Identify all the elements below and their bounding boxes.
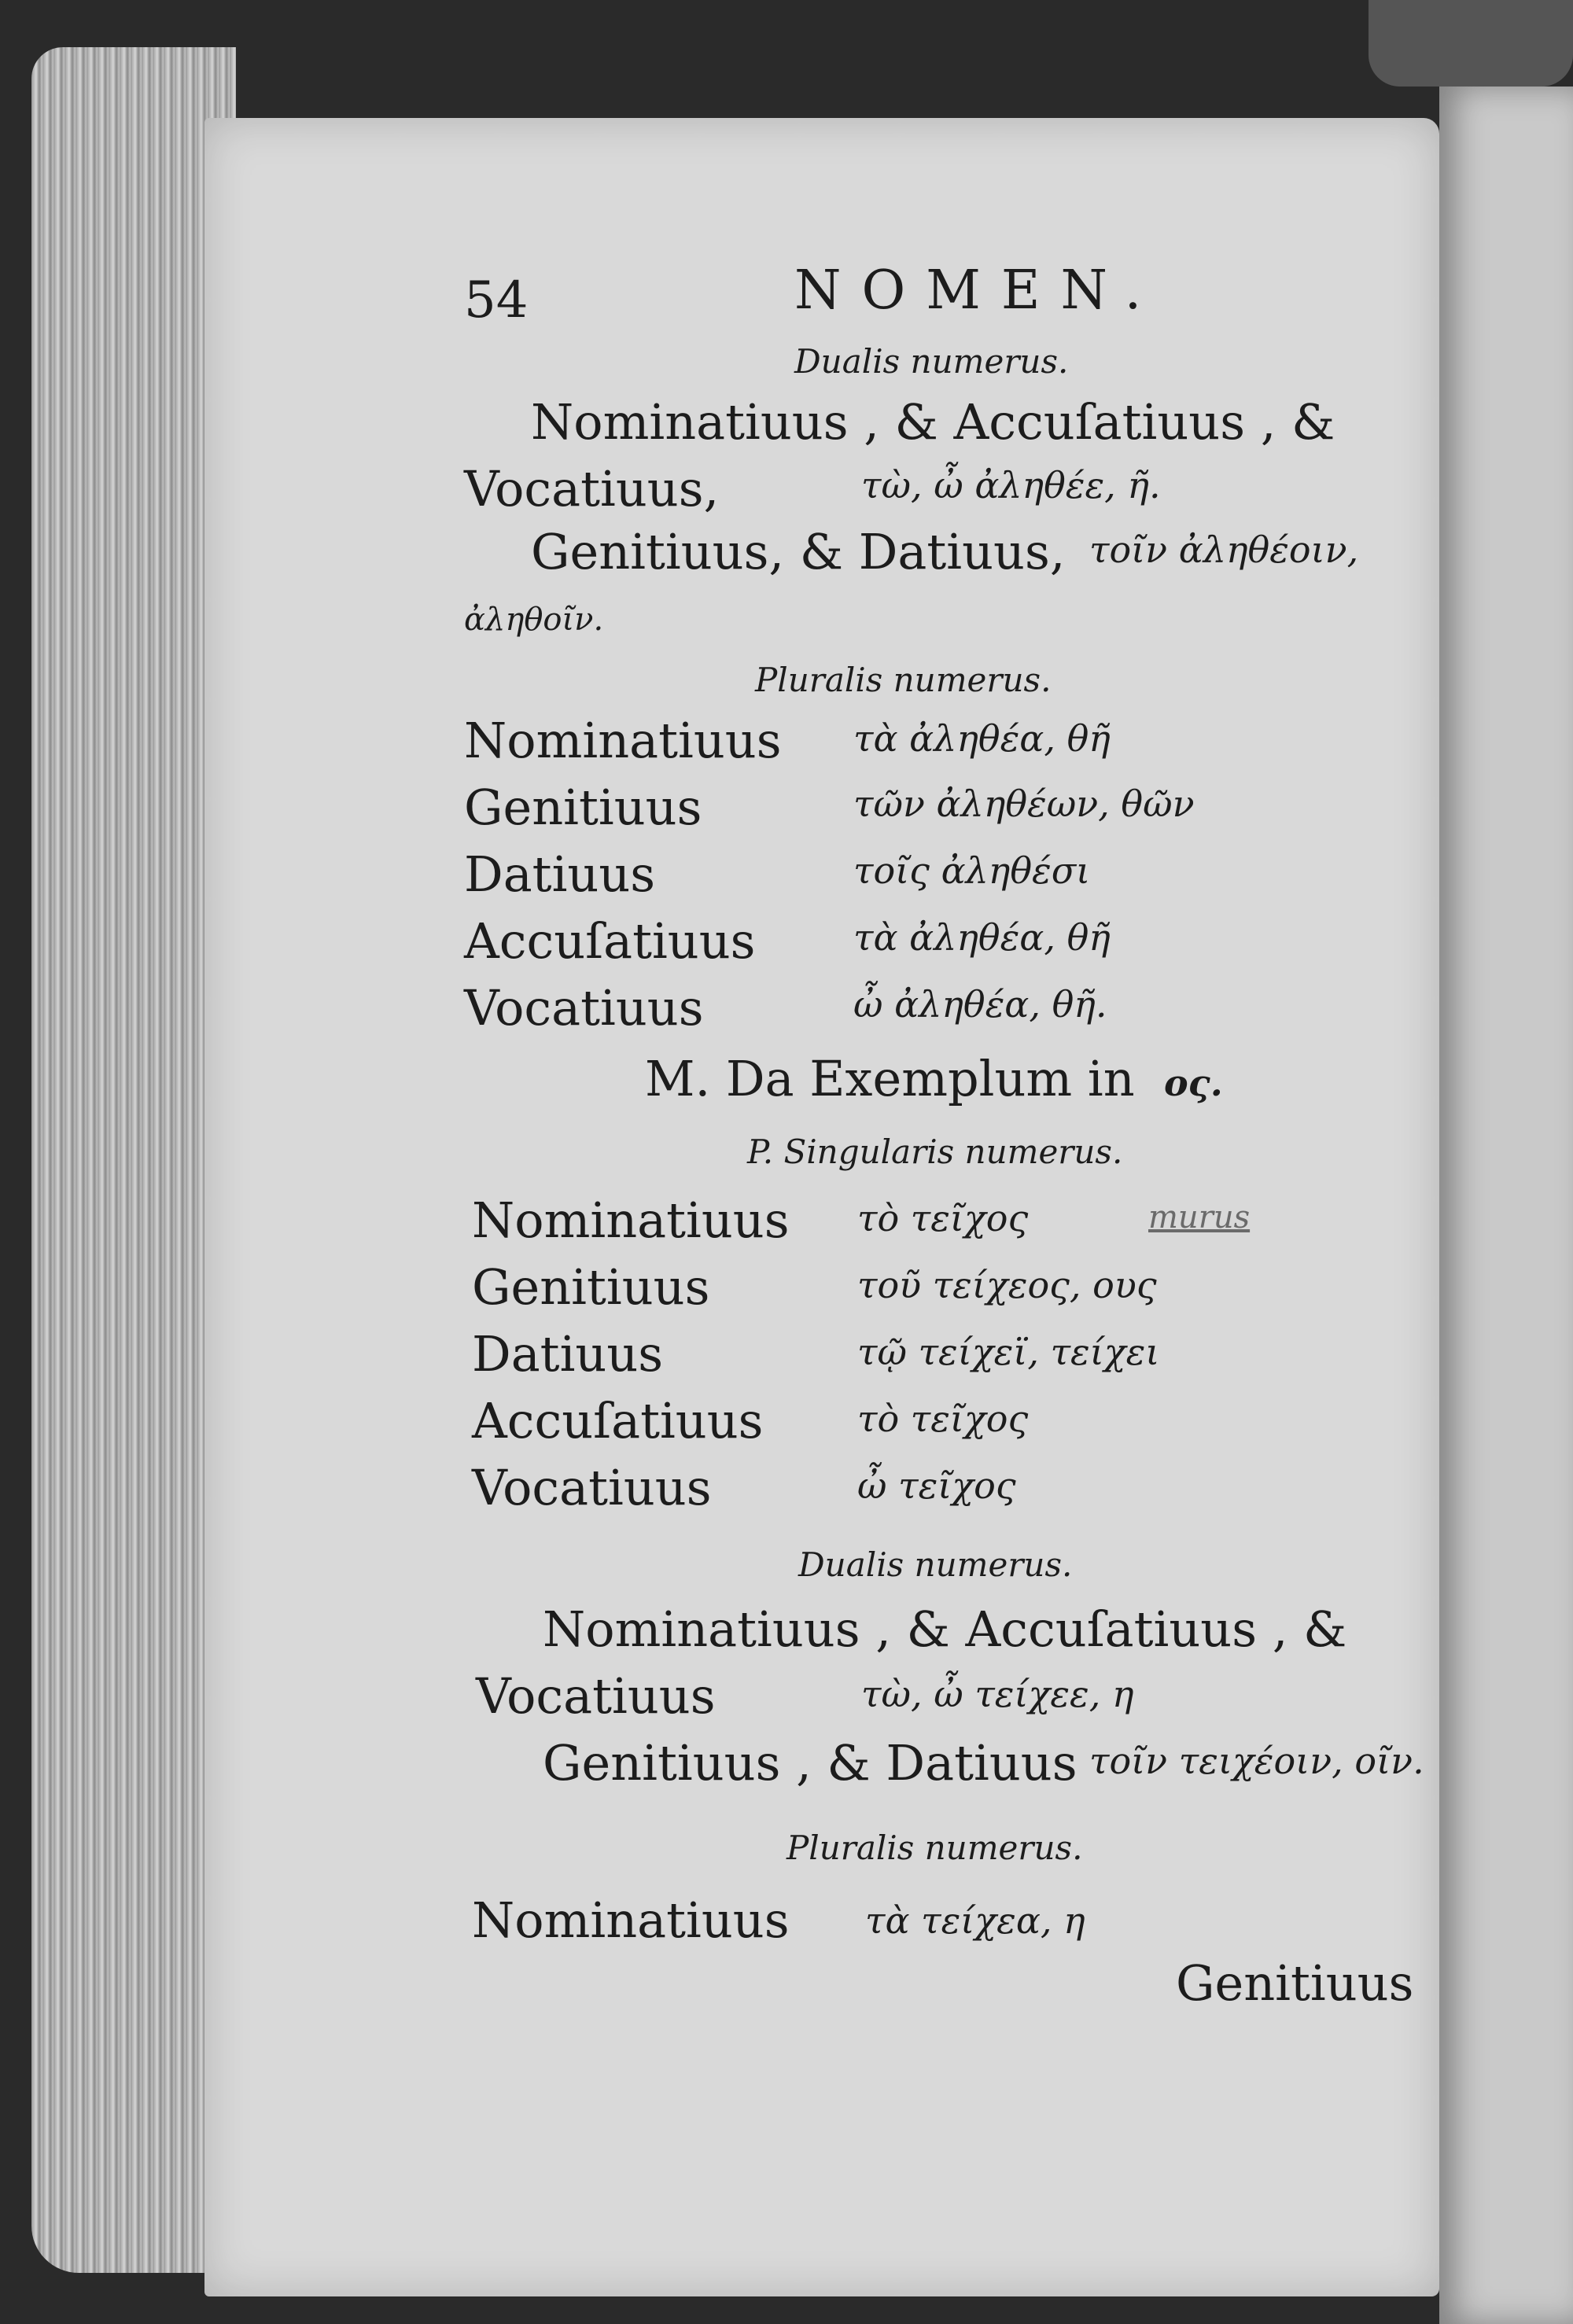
- dual-line-2-latin: Vocatiuus,: [464, 460, 720, 517]
- case-form: τὸ τεῖχος: [857, 1197, 1029, 1239]
- dialogue-question-greek: ος.: [1164, 1062, 1223, 1104]
- case-label: Datiuus: [464, 845, 656, 903]
- section-heading-dual: Dualis numerus.: [794, 342, 1069, 381]
- case-label: Accuſatiuus: [472, 1392, 764, 1449]
- case-form: ὦ τεῖχος: [857, 1464, 1016, 1507]
- section-heading-singular: P. Singularis numerus.: [747, 1133, 1123, 1171]
- dual-line-4-greek: ἀληθοῖν.: [464, 602, 604, 638]
- dual-line-1: Nominatiuus , & Accuſatiuus , &: [543, 1600, 1347, 1658]
- dual-line-2-greek: τὼ, ὦ τείχεε, η: [861, 1673, 1134, 1715]
- case-label: Vocatiuus: [464, 979, 704, 1037]
- dual-line-3-greek: τοῖν τειχέοιν, οῖν.: [1089, 1740, 1424, 1782]
- catchword: Genitiuus: [1176, 1954, 1414, 2012]
- running-head: NOMEN.: [794, 260, 1162, 322]
- case-label: Vocatiuus: [472, 1459, 712, 1516]
- case-label: Accuſatiuus: [464, 912, 756, 970]
- case-form: τὰ τείχεα, η: [865, 1899, 1085, 1942]
- section-heading-dual: Dualis numerus.: [798, 1545, 1073, 1584]
- case-label: Nominatiuus: [472, 1891, 790, 1949]
- case-form: τοῖς ἀληθέσι: [853, 849, 1091, 892]
- dual-line-3-latin: Genitiuus , & Datiuus: [543, 1734, 1078, 1792]
- dual-line-2-greek: τὼ, ὦ ἀληθέε, ῆ.: [861, 464, 1161, 506]
- page-number: 54: [464, 271, 529, 330]
- facing-page-edge: [1439, 87, 1573, 2324]
- dual-line-3-greek: τοῖν ἀληθέοιν,: [1089, 529, 1359, 571]
- section-heading-plural: Pluralis numerus.: [755, 661, 1052, 699]
- case-label: Nominatiuus: [472, 1191, 790, 1249]
- dual-line-3-latin: Genitiuus, & Datiuus,: [531, 523, 1066, 580]
- case-form: τὰ ἀληθέα, θῆ: [853, 717, 1111, 760]
- case-form: τὰ ἀληθέα, θῆ: [853, 916, 1111, 959]
- case-label: Nominatiuus: [464, 712, 782, 769]
- case-label: Datiuus: [472, 1325, 664, 1383]
- case-form: τὸ τεῖχος: [857, 1398, 1029, 1440]
- dual-line-2-latin: Vocatiuus: [476, 1667, 716, 1725]
- case-form: τῶν ἀληθέων, θῶν: [853, 783, 1195, 825]
- case-form: τοῦ τείχεος, ους: [857, 1264, 1157, 1306]
- case-form: ὦ ἀληθέα, θῆ.: [853, 983, 1107, 1026]
- case-label: Genitiuus: [464, 779, 702, 836]
- case-form: τῷ τείχεϊ, τείχει: [857, 1331, 1160, 1373]
- ribbon-marker: [1369, 0, 1573, 87]
- dual-line-1: Nominatiuus , & Accuſatiuus , &: [531, 393, 1335, 451]
- handwritten-note: murus: [1148, 1199, 1251, 1236]
- dialogue-question: M. Da Exemplum in: [645, 1050, 1135, 1107]
- section-heading-plural: Pluralis numerus.: [786, 1829, 1083, 1867]
- case-label: Genitiuus: [472, 1258, 710, 1316]
